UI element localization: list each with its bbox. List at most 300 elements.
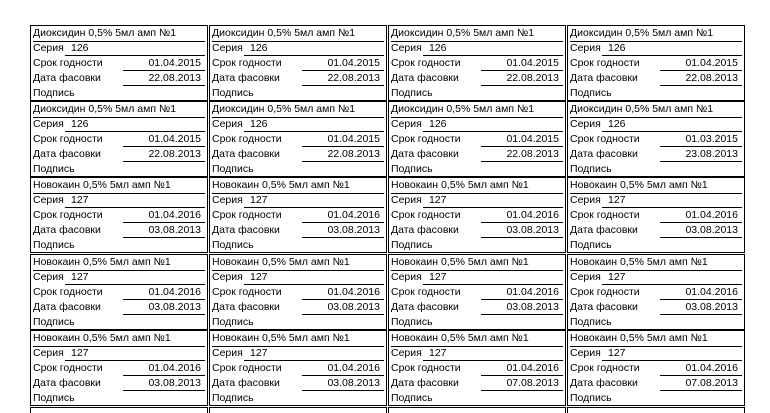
expiry-underline — [123, 70, 205, 71]
packed-value: 22.08.2013 — [685, 72, 738, 84]
expiry-label: Срок годности — [212, 209, 282, 221]
expiry-label: Срок годности — [33, 209, 103, 221]
expiry-row — [212, 56, 384, 71]
packed-row — [212, 300, 384, 315]
expiry-value: 01.04.2016 — [148, 209, 201, 221]
series-row — [212, 270, 384, 285]
series-label: Серия — [212, 194, 243, 206]
packed-row — [212, 376, 384, 391]
series-label: Серия — [212, 42, 243, 54]
series-row — [33, 41, 205, 56]
label-card — [388, 101, 566, 177]
packed-row — [391, 300, 563, 315]
packed-underline — [123, 314, 205, 315]
series-row — [570, 193, 742, 208]
expiry-label: Срок годности — [212, 57, 282, 69]
signature-row — [212, 162, 384, 177]
packed-row — [570, 147, 742, 162]
series-underline — [423, 284, 563, 285]
packed-value: 07.08.2013 — [685, 377, 738, 389]
series-label: Серия — [391, 271, 422, 283]
series-label: Серия — [33, 118, 64, 130]
signature-row — [391, 315, 563, 330]
series-underline — [244, 360, 384, 361]
product-name: Новокаин 0,5% 5мл амп №1 — [570, 178, 742, 194]
series-value: 127 — [250, 271, 268, 283]
packed-row — [33, 71, 205, 86]
label-card — [209, 101, 387, 177]
product-name: Новокаин 0,5% 5мл амп №1 — [33, 255, 205, 271]
series-underline — [423, 55, 563, 56]
signature-label: Подпись — [212, 87, 254, 99]
packed-value: 23.08.2013 — [685, 148, 738, 160]
series-label: Серия — [33, 42, 64, 54]
expiry-value: 01.04.2016 — [327, 209, 380, 221]
series-label: Серия — [391, 42, 422, 54]
expiry-value: 01.04.2016 — [506, 362, 559, 374]
series-row — [212, 193, 384, 208]
series-row — [570, 117, 742, 132]
expiry-value: 01.04.2016 — [327, 362, 380, 374]
series-label: Серия — [570, 194, 601, 206]
series-label: Серия — [570, 42, 601, 54]
series-row — [391, 117, 563, 132]
product-name: Диоксидин 0,5% 5мл амп №1 — [33, 102, 205, 118]
packed-value: 03.08.2013 — [685, 224, 738, 236]
series-underline — [423, 207, 563, 208]
series-value: 126 — [608, 118, 626, 130]
signature-underline — [212, 405, 384, 406]
signature-row — [570, 238, 742, 253]
expiry-label: Срок годности — [391, 57, 461, 69]
series-label: Серия — [212, 118, 243, 130]
packed-underline — [660, 314, 742, 315]
signature-row — [212, 86, 384, 101]
series-underline — [602, 55, 742, 56]
packed-row — [391, 376, 563, 391]
packed-value: 03.08.2013 — [327, 224, 380, 236]
series-value: 127 — [608, 271, 626, 283]
packed-underline — [660, 161, 742, 162]
signature-row — [33, 238, 205, 253]
expiry-value: 01.04.2016 — [685, 286, 738, 298]
product-name: Диоксидин 0,5% 5мл амп №1 — [33, 26, 205, 42]
expiry-underline — [660, 146, 742, 147]
expiry-row — [33, 208, 205, 223]
label-card — [388, 254, 566, 330]
expiry-underline — [481, 222, 563, 223]
signature-label: Подпись — [570, 163, 612, 175]
expiry-label: Срок годности — [570, 57, 640, 69]
series-value: 127 — [250, 194, 268, 206]
label-card — [30, 254, 208, 330]
packed-value: 03.08.2013 — [685, 301, 738, 313]
packed-underline — [660, 237, 742, 238]
expiry-value: 01.04.2016 — [148, 362, 201, 374]
packed-label: Дата фасовки — [212, 72, 280, 84]
signature-row — [391, 391, 563, 406]
series-row — [33, 117, 205, 132]
signature-label: Подпись — [33, 316, 75, 328]
expiry-label: Срок годности — [570, 209, 640, 221]
expiry-label: Срок годности — [33, 362, 103, 374]
expiry-value: 01.04.2015 — [685, 57, 738, 69]
signature-label: Подпись — [33, 392, 75, 404]
expiry-value: 01.04.2015 — [506, 57, 559, 69]
expiry-value: 01.04.2015 — [148, 57, 201, 69]
series-label: Серия — [570, 271, 601, 283]
packed-row — [570, 223, 742, 238]
signature-row — [33, 86, 205, 101]
label-card — [388, 330, 566, 406]
packed-row — [212, 223, 384, 238]
packed-label: Дата фасовки — [33, 301, 101, 313]
series-underline — [423, 131, 563, 132]
series-underline — [65, 55, 205, 56]
packed-label: Дата фасовки — [570, 301, 638, 313]
signature-label: Подпись — [33, 87, 75, 99]
expiry-value: 01.04.2016 — [685, 209, 738, 221]
expiry-underline — [660, 375, 742, 376]
expiry-value: 01.04.2015 — [327, 57, 380, 69]
series-value: 126 — [71, 118, 89, 130]
label-card — [209, 330, 387, 406]
product-name: Новокаин 0,5% 5мл амп №1 — [391, 178, 563, 194]
expiry-value: 01.03.2015 — [685, 133, 738, 145]
packed-row — [391, 223, 563, 238]
label-card — [209, 177, 387, 253]
packed-label: Дата фасовки — [212, 148, 280, 160]
label-card — [30, 177, 208, 253]
expiry-row — [570, 361, 742, 376]
expiry-row — [570, 132, 742, 147]
signature-row — [33, 162, 205, 177]
signature-label: Подпись — [570, 316, 612, 328]
expiry-row — [212, 132, 384, 147]
label-card-partial — [209, 407, 387, 413]
signature-row — [570, 391, 742, 406]
expiry-value: 01.04.2016 — [506, 209, 559, 221]
series-underline — [244, 131, 384, 132]
signature-underline — [391, 252, 563, 253]
packed-underline — [302, 237, 384, 238]
packed-underline — [481, 237, 563, 238]
signature-row — [570, 315, 742, 330]
expiry-value: 01.04.2015 — [148, 133, 201, 145]
expiry-row — [212, 208, 384, 223]
packed-underline — [481, 390, 563, 391]
series-value: 126 — [429, 118, 447, 130]
label-card — [209, 254, 387, 330]
packed-row — [33, 223, 205, 238]
product-name: Диоксидин 0,5% 5мл амп №1 — [212, 102, 384, 118]
expiry-underline — [481, 375, 563, 376]
packed-row — [391, 147, 563, 162]
expiry-label: Срок годности — [33, 57, 103, 69]
packed-value: 03.08.2013 — [148, 377, 201, 389]
signature-label: Подпись — [391, 239, 433, 251]
packed-underline — [302, 161, 384, 162]
expiry-label: Срок годности — [391, 362, 461, 374]
series-underline — [244, 207, 384, 208]
expiry-underline — [481, 70, 563, 71]
signature-row — [391, 238, 563, 253]
series-row — [212, 346, 384, 361]
signature-row — [391, 86, 563, 101]
packed-value: 03.08.2013 — [148, 301, 201, 313]
expiry-label: Срок годности — [212, 362, 282, 374]
packed-underline — [123, 390, 205, 391]
packed-row — [212, 147, 384, 162]
series-label: Серия — [212, 271, 243, 283]
series-row — [391, 41, 563, 56]
packed-value: 22.08.2013 — [148, 72, 201, 84]
signature-label: Подпись — [212, 392, 254, 404]
series-underline — [65, 360, 205, 361]
expiry-row — [570, 208, 742, 223]
product-name: Диоксидин 0,5% 5мл амп №1 — [391, 102, 563, 118]
packed-label: Дата фасовки — [391, 224, 459, 236]
series-row — [33, 193, 205, 208]
signature-label: Подпись — [570, 392, 612, 404]
product-name: Диоксидин 0,5% 5мл амп №1 — [212, 26, 384, 42]
series-value: 127 — [608, 194, 626, 206]
series-underline — [244, 284, 384, 285]
packed-underline — [481, 161, 563, 162]
expiry-value: 01.04.2016 — [685, 362, 738, 374]
expiry-row — [391, 56, 563, 71]
expiry-row — [33, 285, 205, 300]
expiry-underline — [123, 299, 205, 300]
signature-underline — [212, 252, 384, 253]
series-value: 127 — [429, 194, 447, 206]
series-underline — [65, 284, 205, 285]
series-row — [212, 41, 384, 56]
series-value: 127 — [429, 271, 447, 283]
expiry-underline — [660, 222, 742, 223]
series-row — [391, 270, 563, 285]
expiry-underline — [481, 146, 563, 147]
packed-value: 03.08.2013 — [327, 301, 380, 313]
signature-underline — [391, 405, 563, 406]
packed-label: Дата фасовки — [391, 301, 459, 313]
series-underline — [65, 207, 205, 208]
series-value: 127 — [250, 347, 268, 359]
signature-row — [570, 162, 742, 177]
series-underline — [602, 284, 742, 285]
expiry-value: 01.04.2016 — [148, 286, 201, 298]
product-name: Диоксидин 0,5% 5мл амп №1 — [570, 26, 742, 42]
expiry-underline — [123, 375, 205, 376]
signature-row — [212, 391, 384, 406]
expiry-label: Срок годности — [212, 133, 282, 145]
expiry-underline — [123, 222, 205, 223]
series-row — [391, 193, 563, 208]
packed-underline — [481, 314, 563, 315]
series-underline — [65, 131, 205, 132]
expiry-label: Срок годности — [391, 133, 461, 145]
packed-underline — [660, 85, 742, 86]
series-row — [391, 346, 563, 361]
expiry-label: Срок годности — [33, 286, 103, 298]
packed-underline — [123, 161, 205, 162]
signature-underline — [33, 252, 205, 253]
packed-row — [212, 71, 384, 86]
series-row — [33, 270, 205, 285]
signature-row — [33, 315, 205, 330]
label-card — [30, 25, 208, 101]
expiry-label: Срок годности — [391, 209, 461, 221]
signature-label: Подпись — [212, 239, 254, 251]
signature-row — [391, 162, 563, 177]
packed-label: Дата фасовки — [570, 72, 638, 84]
product-name: Новокаин 0,5% 5мл амп №1 — [570, 255, 742, 271]
packed-row — [570, 300, 742, 315]
series-label: Серия — [391, 194, 422, 206]
expiry-label: Срок годности — [391, 286, 461, 298]
packed-value: 22.08.2013 — [506, 148, 559, 160]
series-value: 127 — [71, 271, 89, 283]
expiry-value: 01.04.2015 — [327, 133, 380, 145]
expiry-label: Срок годности — [570, 286, 640, 298]
packed-underline — [481, 85, 563, 86]
packed-label: Дата фасовки — [212, 377, 280, 389]
expiry-underline — [302, 146, 384, 147]
label-card — [388, 177, 566, 253]
packed-label: Дата фасовки — [391, 148, 459, 160]
packed-label: Дата фасовки — [33, 148, 101, 160]
packed-row — [391, 71, 563, 86]
series-value: 127 — [71, 194, 89, 206]
signature-underline — [570, 405, 742, 406]
label-card — [567, 177, 745, 253]
series-row — [33, 346, 205, 361]
expiry-underline — [302, 222, 384, 223]
expiry-value: 01.04.2016 — [327, 286, 380, 298]
packed-label: Дата фасовки — [212, 301, 280, 313]
packed-row — [33, 147, 205, 162]
signature-label: Подпись — [33, 163, 75, 175]
packed-underline — [123, 237, 205, 238]
series-label: Серия — [33, 271, 64, 283]
label-card — [567, 25, 745, 101]
expiry-label: Срок годности — [570, 133, 640, 145]
product-name: Новокаин 0,5% 5мл амп №1 — [212, 178, 384, 194]
packed-label: Дата фасовки — [391, 72, 459, 84]
signature-label: Подпись — [391, 163, 433, 175]
expiry-label: Срок годности — [212, 286, 282, 298]
signature-row — [33, 391, 205, 406]
expiry-row — [33, 132, 205, 147]
series-value: 126 — [608, 42, 626, 54]
series-value: 127 — [429, 347, 447, 359]
packed-value: 03.08.2013 — [148, 224, 201, 236]
expiry-underline — [660, 299, 742, 300]
expiry-underline — [302, 375, 384, 376]
packed-label: Дата фасовки — [570, 224, 638, 236]
signature-label: Подпись — [570, 87, 612, 99]
series-value: 126 — [71, 42, 89, 54]
packed-label: Дата фасовки — [33, 224, 101, 236]
expiry-underline — [123, 146, 205, 147]
series-value: 127 — [71, 347, 89, 359]
signature-label: Подпись — [33, 239, 75, 251]
expiry-underline — [302, 299, 384, 300]
packed-value: 07.08.2013 — [506, 377, 559, 389]
expiry-row — [212, 285, 384, 300]
packed-label: Дата фасовки — [212, 224, 280, 236]
expiry-underline — [302, 70, 384, 71]
packed-row — [570, 376, 742, 391]
product-name: Диоксидин 0,5% 5мл амп №1 — [391, 26, 563, 42]
series-underline — [602, 207, 742, 208]
expiry-underline — [660, 70, 742, 71]
packed-label: Дата фасовки — [33, 377, 101, 389]
expiry-value: 01.04.2015 — [506, 133, 559, 145]
product-name: Новокаин 0,5% 5мл амп №1 — [212, 331, 384, 347]
expiry-row — [391, 132, 563, 147]
series-value: 126 — [250, 42, 268, 54]
packed-row — [33, 300, 205, 315]
label-card — [388, 25, 566, 101]
label-card — [567, 101, 745, 177]
label-card — [209, 25, 387, 101]
packed-underline — [302, 390, 384, 391]
packed-value: 22.08.2013 — [148, 148, 201, 160]
packed-label: Дата фасовки — [33, 72, 101, 84]
signature-row — [570, 86, 742, 101]
signature-label: Подпись — [391, 392, 433, 404]
expiry-row — [570, 285, 742, 300]
product-name: Новокаин 0,5% 5мл амп №1 — [391, 331, 563, 347]
packed-label: Дата фасовки — [391, 377, 459, 389]
expiry-row — [391, 208, 563, 223]
series-label: Серия — [391, 347, 422, 359]
signature-label: Подпись — [570, 239, 612, 251]
expiry-row — [391, 285, 563, 300]
expiry-label: Срок годности — [33, 133, 103, 145]
signature-row — [212, 238, 384, 253]
series-label: Серия — [391, 118, 422, 130]
packed-underline — [302, 85, 384, 86]
series-row — [570, 270, 742, 285]
expiry-underline — [481, 299, 563, 300]
label-card — [567, 254, 745, 330]
signature-label: Подпись — [391, 316, 433, 328]
signature-label: Подпись — [212, 316, 254, 328]
series-underline — [602, 131, 742, 132]
signature-label: Подпись — [212, 163, 254, 175]
series-label: Серия — [570, 347, 601, 359]
packed-underline — [302, 314, 384, 315]
packed-row — [570, 71, 742, 86]
product-name: Новокаин 0,5% 5мл амп №1 — [33, 178, 205, 194]
series-underline — [602, 360, 742, 361]
packed-value: 03.08.2013 — [506, 224, 559, 236]
signature-label: Подпись — [391, 87, 433, 99]
series-underline — [423, 360, 563, 361]
packed-value: 22.08.2013 — [506, 72, 559, 84]
expiry-value: 01.04.2016 — [506, 286, 559, 298]
series-label: Серия — [33, 347, 64, 359]
label-card-partial — [388, 407, 566, 413]
series-underline — [244, 55, 384, 56]
series-value: 127 — [608, 347, 626, 359]
signature-row — [212, 315, 384, 330]
packed-underline — [123, 85, 205, 86]
signature-underline — [33, 405, 205, 406]
packed-label: Дата фасовки — [570, 377, 638, 389]
